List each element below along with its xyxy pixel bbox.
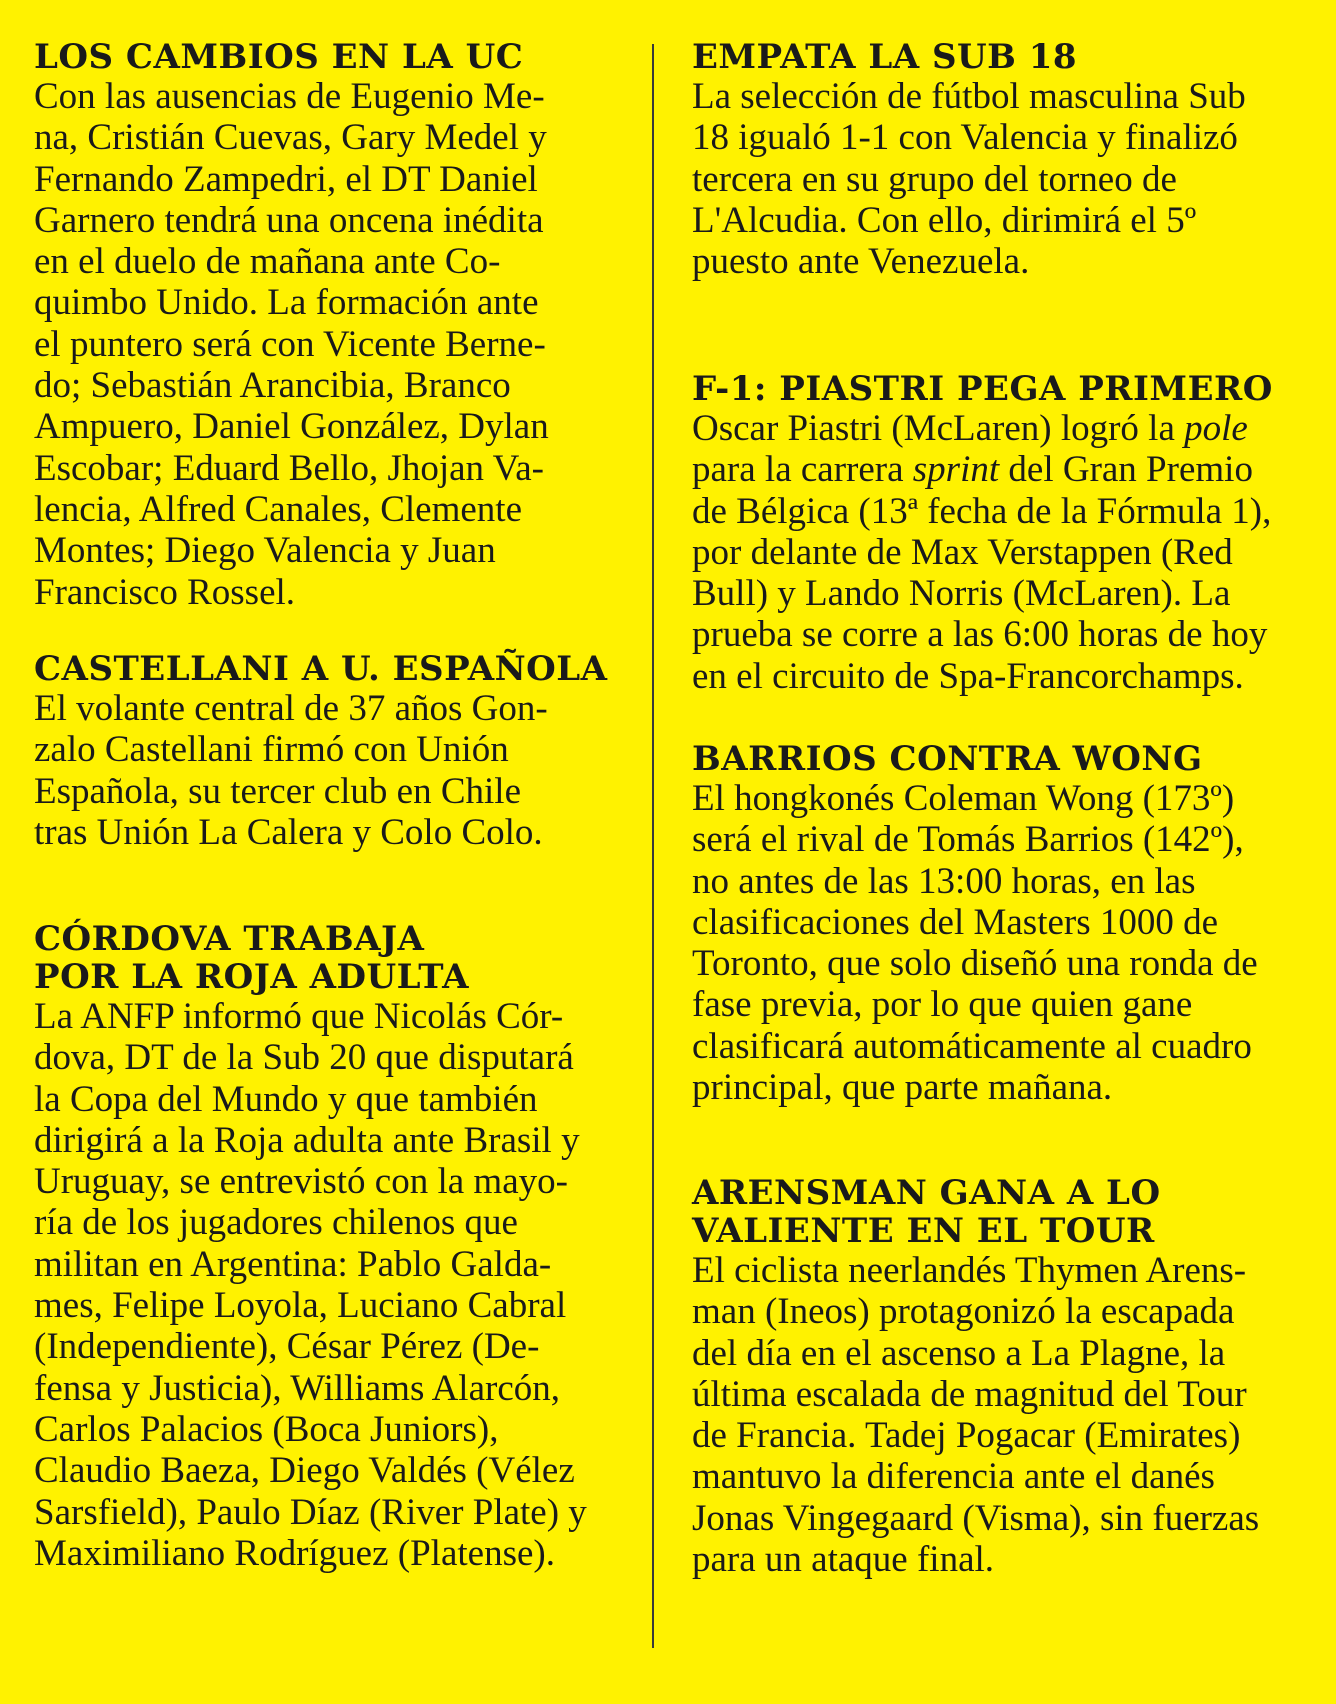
body-line: do; Sebastián Arancibia, Branco <box>34 365 511 407</box>
body-line: lencia, Alfred Canales, Clemente <box>34 488 523 530</box>
headline-line: POR LA ROJA ADULTA <box>34 957 470 997</box>
brief-body <box>692 76 1328 282</box>
body-line: Uruguay, se entrevistó con la mayo- <box>34 1161 568 1203</box>
headline-line: LOS CAMBIOS EN LA UC <box>34 37 524 77</box>
headline-line: F-1: PIASTRI PEGA PRIMERO <box>692 369 1273 409</box>
body-line: fase previa, por lo que quien gane <box>692 984 1193 1026</box>
body-line: prueba se corre a las 6:00 horas de hoy <box>692 614 1268 656</box>
body-line: no antes de las 13:00 horas, en las <box>692 860 1196 902</box>
headline-line: ARENSMAN GANA A LO <box>692 1173 1161 1213</box>
body-line: quimbo Unido. La formación ante <box>34 282 539 324</box>
body-line: principal, que parte mañana. <box>692 1067 1113 1109</box>
body-line: Maximiliano Rodríguez (Platense). <box>34 1532 555 1574</box>
body-line: será el rival de Tomás Barrios (142º), <box>692 819 1244 861</box>
headline-line: CÓRDOVA TRABAJA <box>34 919 425 959</box>
brief-headline <box>34 650 634 688</box>
body-line: puesto ante Venezuela. <box>692 241 1030 283</box>
body-line: na, Cristián Cuevas, Gary Medel y <box>34 117 547 159</box>
body-line: dirigirá a la Roja adulta ante Brasil y <box>34 1119 580 1161</box>
news-brief <box>34 650 634 853</box>
headline-line: EMPATA LA SUB 18 <box>692 37 1078 77</box>
body-line: mes, Felipe Loyola, Luciano Cabral <box>34 1285 567 1327</box>
body-line: La selección de fútbol masculina Sub <box>692 76 1246 117</box>
body-line: ría de los jugadores chilenos que <box>34 1202 518 1244</box>
brief-headline <box>692 370 1328 408</box>
body-line: el puntero será con Vicente Berne- <box>34 323 546 365</box>
body-line: Carlos Palacios (Boca Juniors), <box>34 1408 499 1450</box>
body-line: Escobar; Eduard Bello, Jhojan Va- <box>34 447 544 489</box>
body-line: por delante de Max Verstappen (Red <box>692 531 1233 573</box>
body-line: 18 igualó 1-1 con Valencia y finalizó <box>692 117 1238 159</box>
news-brief <box>692 1174 1328 1580</box>
body-line: para un ataque final. <box>692 1539 995 1581</box>
body-line: dova, DT de la Sub 20 que disputará <box>34 1037 574 1079</box>
body-line: militan en Argentina: Pablo Galda- <box>34 1243 552 1285</box>
body-line: clasificaciones del Masters 1000 de <box>692 901 1219 943</box>
body-line: última escalada de magnitud del Tour <box>692 1373 1247 1415</box>
body-line: El volante central de 37 años Gon- <box>34 688 548 729</box>
body-line: Ampuero, Daniel González, Dylan <box>34 406 549 448</box>
body-line: Fernando Zampedri, el DT Daniel <box>34 158 538 200</box>
body-line: Oscar Piastri (McLaren) logró la pole <box>692 408 1248 449</box>
brief-headline <box>692 38 1328 76</box>
body-line: Montes; Diego Valencia y Juan <box>34 530 496 572</box>
body-line: clasificará automáticamente al cuadro <box>692 1025 1252 1067</box>
body-line: en el circuito de Spa-Francorchamps. <box>692 655 1244 697</box>
body-line: La ANFP informó que Nicolás Cór- <box>34 996 564 1037</box>
brief-headline <box>692 1174 1328 1250</box>
brief-headline <box>692 740 1328 778</box>
body-line: El ciclista neerlandés Thymen Arens- <box>692 1250 1247 1291</box>
body-line: Bull) y Lando Norris (McLaren). La <box>692 573 1231 615</box>
body-line: Claudio Baeza, Diego Valdés (Vélez <box>34 1450 575 1492</box>
body-line: Garnero tendrá una oncena inédita <box>34 199 544 241</box>
news-brief <box>692 370 1328 697</box>
body-line: del día en el ascenso a La Plagne, la <box>692 1332 1226 1374</box>
headline-line: VALIENTE EN EL TOUR <box>692 1211 1155 1251</box>
body-line: zalo Castellani firmó con Unión <box>34 729 509 771</box>
column-divider <box>652 44 654 1648</box>
body-line: para la carrera sprint del Gran Premio <box>692 449 1253 491</box>
body-line: Con las ausencias de Eugenio Me- <box>34 76 545 117</box>
body-line: El hongkonés Coleman Wong (173º) <box>692 778 1235 819</box>
body-line: L'Alcudia. Con ello, dirimirá el 5º <box>692 199 1197 241</box>
brief-headline <box>34 38 634 76</box>
news-brief <box>692 38 1328 282</box>
body-line: mantuvo la diferencia ante el danés <box>692 1456 1215 1498</box>
body-line: (Independiente), César Pérez (De- <box>34 1326 540 1368</box>
news-brief <box>34 38 634 613</box>
brief-body <box>34 688 634 853</box>
body-line: de Bélgica (13ª fecha de la Fórmula 1), <box>692 490 1272 532</box>
brief-body <box>34 76 634 613</box>
headline-line: CASTELLANI A U. ESPAÑOLA <box>34 649 608 689</box>
brief-body <box>34 996 634 1574</box>
body-line: de Francia. Tadej Pogacar (Emirates) <box>692 1415 1241 1457</box>
brief-body <box>692 408 1328 697</box>
brief-body <box>692 778 1328 1108</box>
body-line: Española, su tercer club en Chile <box>34 770 521 812</box>
body-line: tercera en su grupo del torneo de <box>692 158 1177 200</box>
body-line: Sarsfield), Paulo Díaz (River Plate) y <box>34 1491 587 1533</box>
body-line: la Copa del Mundo y que también <box>34 1078 538 1120</box>
body-line: man (Ineos) protagonizó la escapada <box>692 1291 1235 1333</box>
news-brief <box>34 920 634 1574</box>
news-brief <box>692 740 1328 1108</box>
brief-body <box>692 1250 1328 1580</box>
headline-line: BARRIOS CONTRA WONG <box>692 739 1203 779</box>
body-line: Toronto, que solo diseñó una ronda de <box>692 943 1258 985</box>
brief-headline <box>34 920 634 996</box>
body-line: Jonas Vingegaard (Visma), sin fuerzas <box>692 1497 1260 1539</box>
body-line: tras Unión La Calera y Colo Colo. <box>34 811 543 853</box>
body-line: en el duelo de mañana ante Co- <box>34 241 501 283</box>
body-line: fensa y Justicia), Williams Alarcón, <box>34 1367 560 1409</box>
body-line: Francisco Rossel. <box>34 571 296 613</box>
